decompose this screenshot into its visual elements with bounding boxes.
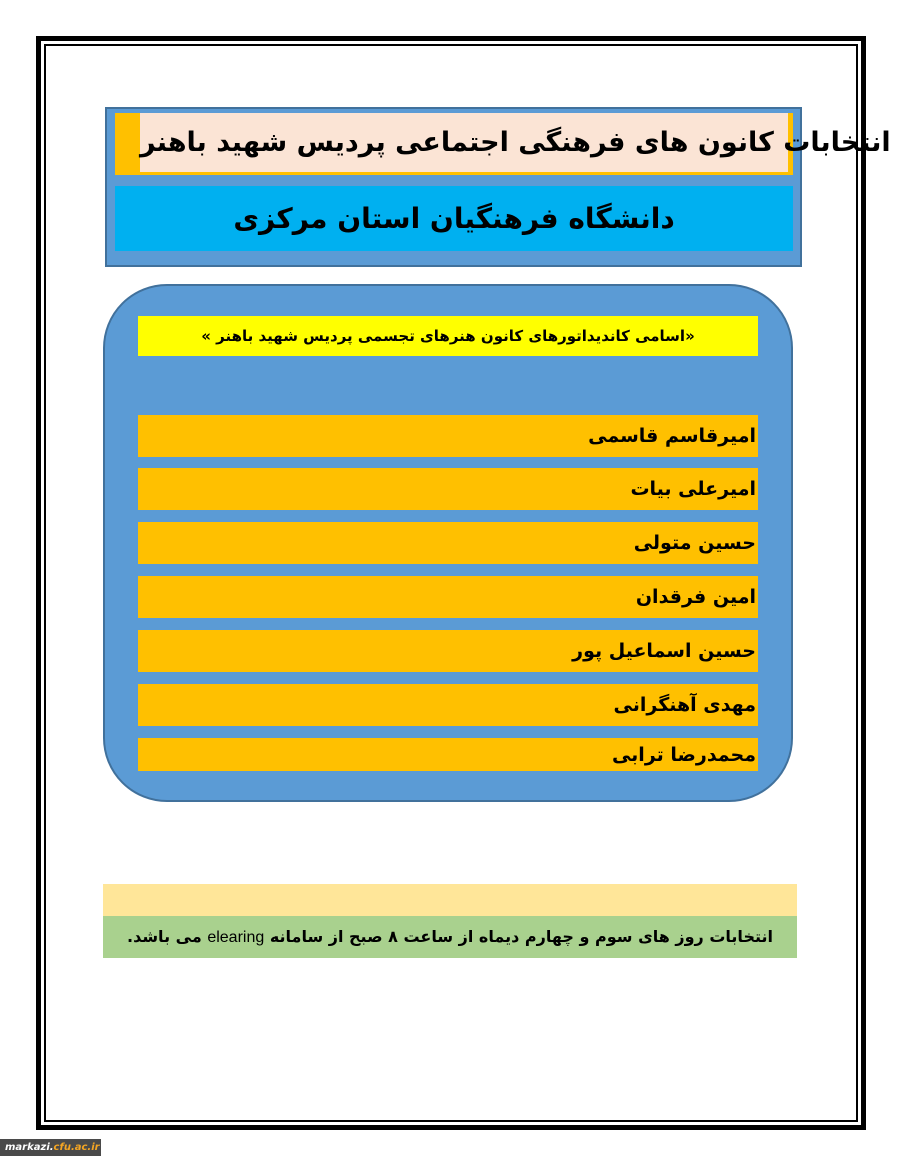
university-banner (115, 186, 793, 251)
watermark-part2: cfu.ac.ir (53, 1142, 100, 1153)
candidate-name: حسین اسماعیل پور (572, 640, 756, 662)
candidates-subtitle-bar (138, 316, 758, 356)
watermark-part1: markazi. (5, 1142, 54, 1153)
election-notice-text (127, 927, 773, 947)
candidate-row (138, 738, 758, 771)
university-name: دانشگاه فرهنگیان استان مرکزی (233, 202, 675, 235)
candidates-subtitle: «اسامی کاندیداتورهای کانون هنرهای تجسمی پردیس شهید باهنر » (201, 327, 695, 345)
footer-spacer-bar (103, 884, 797, 916)
page-title: انتخابات کانون های فرهنگی اجتماعی پردیس شهید باهنر (140, 127, 891, 158)
candidate-name: محمدرضا ترابی (611, 743, 756, 766)
notice-system-name: elearing (207, 929, 265, 946)
candidate-name: حسین متولی (633, 532, 756, 554)
candidate-name: مهدی آهنگرانی (613, 694, 756, 716)
candidate-row (138, 468, 758, 510)
candidate-row (138, 576, 758, 618)
candidate-row (138, 415, 758, 457)
notice-before: انتخابات روز های سوم و چهارم دیماه از ساعت ۸ صبح از سامانه (264, 927, 773, 946)
candidate-name: امیرقاسم قاسمی (588, 425, 756, 447)
title-banner (140, 113, 891, 172)
candidate-name: امین فرقدان (635, 586, 756, 608)
election-notice (103, 916, 797, 958)
candidate-row (138, 522, 758, 564)
site-watermark (0, 1139, 101, 1156)
candidate-name: امیرعلی بیات (630, 478, 756, 500)
notice-after: می باشد. (127, 927, 208, 946)
candidate-row (138, 630, 758, 672)
candidate-row (138, 684, 758, 726)
